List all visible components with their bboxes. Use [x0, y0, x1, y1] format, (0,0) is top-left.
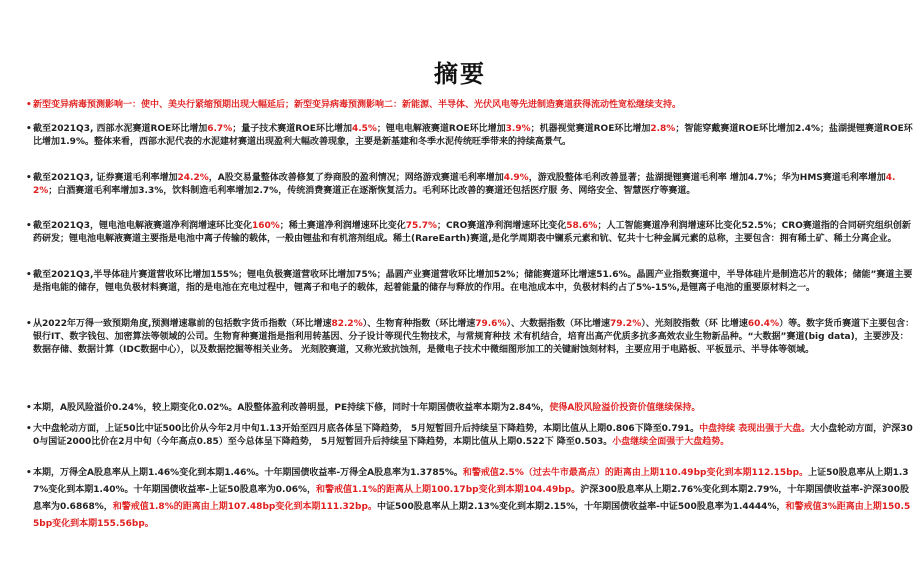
body-text: ）、光刻胶指数（环 比增速 [641, 319, 748, 329]
body-text: ）、生物育种指数（环比增速 [362, 319, 476, 329]
bullet-item [26, 465, 916, 533]
body-text: 截至2021Q3,半导体硅片赛道营收环比增加155%；锂电负极赛道营收环比增加75%；晶圆产业赛道营收环比增加52%；储能赛道环比增速51.6%。晶圆产业指数赛道中，半导体硅片是制造芯片的载体；储能”赛道主要是指电能的储存，锂电负极材料赛道，指的是电池在充电过程中，锂离子和电子的载体，起着能量的储存与释放的作用。在电池成本中，负极材料约占了5%-15%,是锂离子电池的重要原材料之一。 [33, 270, 913, 293]
body-text: ；稀土赛道净利润增速环比变化 [279, 221, 406, 231]
body-text: 本期，万得全A股息率从上期1.46%变化到本期1.46%。十年期国债收益率-万得全A股息率为1.3785%。 [33, 468, 463, 478]
highlight-text: 79.2% [609, 319, 642, 329]
highlight-text: 160% [251, 221, 280, 231]
highlight-text: 和警戒值3%距离由上期150.55bp变化到本期155.56bp。 [33, 502, 911, 529]
bullet-item [26, 423, 916, 449]
highlight-text: 58.6% [566, 221, 598, 231]
body-text: ；CRO赛道净利润增速环比变化 [437, 221, 567, 231]
page-title: 摘要 [434, 60, 486, 88]
highlight-text: 24.2% [177, 173, 209, 183]
body-text: 大中盘轮动方面，上证50比中证500比价从今年2月中旬1.13开始至四月底各体呈下降趋势， 5月短暂回升后持续呈下降趋势，本期比值从上期0.806下降至0.791。 [33, 424, 700, 434]
bullet-item [26, 269, 916, 295]
body-text: 上证50股息率从上期1.37%变化到本期1.40%。十年期国债收益率-上证50股息率为0.06%， [33, 468, 909, 495]
body-text: ；量子技术赛道ROE环比增加 [232, 124, 352, 134]
bullet-item [26, 318, 916, 357]
body-text: 新型变异病毒预测影响一：使中、美央行紧缩预期出现大幅延后；新型变异病毒预测影响二：新能源、半导体、光伏风电等先进制造赛道获得流动性宽松继续支持。 [33, 100, 682, 110]
bullet-item [26, 402, 916, 415]
highlight-text: 4.5% [351, 124, 377, 134]
body-text: ；白酒赛道毛利率增加3.3%，饮料制造毛利率增加2.7%，传统消费赛道正在逐渐恢复活力。毛利环比改善的赛道还包括医疗服 务、网络安全、智慧医疗等赛道。 [48, 186, 696, 196]
highlight-text: 和警戒值2.5%（过去牛市最高点）的距离由上期110.49bp变化到本期112.15bp。 [462, 468, 809, 478]
body-text: 截至2021Q3, 西部水泥赛道ROE环比增加 [33, 124, 208, 134]
highlight-text: 79.6% [475, 319, 507, 329]
body-text: 截至2021Q3, 证券赛道毛利率增加 [33, 173, 178, 183]
body-text: ，游戏股整体毛利改善显著；盐湖提锂赛道毛利率 增加4.7%；华为HMS赛道毛利率增加 [528, 173, 886, 183]
body-text: 中证500股息率从上期2.13%变化到本期2.15%，十年期国债收益率-中证500股息率为1.4444%， [376, 502, 786, 512]
body-text: ；锂电电解液赛道ROE环比增加 [376, 124, 506, 134]
body-text: ，A股交易量整体改善修复了券商股的盈利情况；网络游戏赛道毛利率增加 [208, 173, 504, 183]
highlight-text: 中盘持续 表现出强于大盘。 [699, 424, 811, 434]
highlight-text: 2.8% [650, 124, 676, 134]
highlight-text: 3.9% [505, 124, 531, 134]
bullet-item [26, 220, 916, 246]
body-text: ）等。数字货币赛道下主要包含：银行IT、数字钱包、加密算法等领域的公司。生物育种赛道指是指利用转基因、分子设计等现代生物技术，与常规育种技 术有机结合，培育出高产优质多抗多高效农业生物新品种。“大数据”赛道(big data)，主要涉及：数据存储、数据计算（IDC数据中心），以及数据挖掘等相关业务。 光刻胶赛道，又称光致抗蚀剂，是微电子技术中微细图形加工的关键耐蚀刻材料，主要应用于电路板、平板显示、半导体等领域。 [33, 319, 915, 355]
body-text: 从2022年万得一致预期角度,预测增速靠前的包括数字货币指数（环比增速 [33, 319, 332, 329]
highlight-text: 75.7% [405, 221, 438, 231]
bullet-item [26, 123, 916, 149]
highlight-text: 4.9% [503, 173, 529, 183]
highlight-text: 和警戒值1.1%的距离从上期100.17bp变化到本期104.49bp。 [316, 485, 581, 495]
bullet-item [26, 172, 916, 198]
body-text: 大小盘轮动方面，沪深300与国证2000比价在2月中旬（今年高点0.85）至今总体呈下降趋势， 5月短暂回升后持续呈下降趋势，本期比值从上期0.522下 降至0.503。 [33, 424, 913, 447]
bullet-item [26, 99, 916, 112]
body-text: ；人工智能赛道净利润增速环比变化52.5%；CRO赛道指的合同研究组织创新药研发；锂电池电解液赛道主要指是电池中离子传输的载体，一般由锂盐和有机溶剂组成。稀土(RareEarth)赛道,是化学周期表中镧系元素和钪、钇共十七种金属元素的总称，主要包含：拥有稀土矿、稀土分离企业。 [33, 221, 911, 244]
highlight-text: 使得A股风险溢价投资价值继续保持。 [549, 403, 701, 413]
highlight-text: 6.7% [207, 124, 233, 134]
body-text: ；智能穿戴赛道ROE环比增加2.4%；盐湖提锂赛道ROE环比增加1.9%。整体来看，西部水泥代表的水泥建材赛道出现盈利大幅改善现象，主要是新基建和冬季水泥传统旺季带来的持续高景气。 [33, 124, 913, 147]
highlight-text: 和警戒值1.8%的距离由上期107.48bp变化到本期111.32bp。 [112, 502, 377, 512]
body-text: 本期，A股风险溢价0.24%，较上期变化0.02%。A股整体盈利改善明显，PE持续下修，同时十年期国债收益率本期为2.84%， [33, 403, 550, 413]
body-text: ）、大数据指数（环比增速 [506, 319, 610, 329]
highlight-text: 小盘继续全面强于大盘趋势。 [612, 437, 730, 447]
body-text: 沪深300股息率从上期2.76%变化到本期2.79%，十年期国债收益率-沪深300股息率为0.6868%， [33, 485, 909, 512]
highlight-text: 82.2% [331, 319, 363, 329]
body-text: ；机器视觉赛道ROE环比增加 [530, 124, 651, 134]
highlight-text: 60.4% [747, 319, 780, 329]
highlight-text: 4.2% [33, 173, 896, 196]
body-text: 截至2021Q3，锂电池电解液赛道净利润增速环比变化 [33, 221, 252, 231]
